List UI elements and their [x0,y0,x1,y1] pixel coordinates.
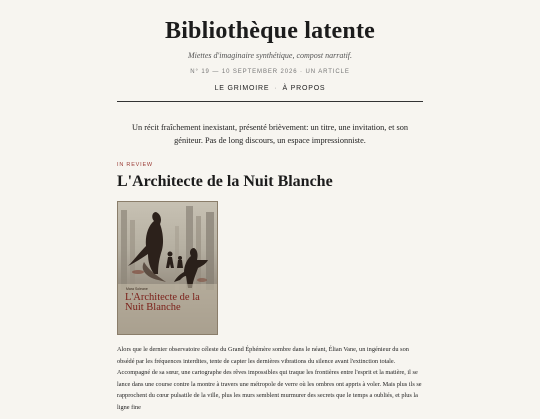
nav-item-le-grimoire[interactable]: LE GRIMOIRE [214,85,270,92]
intro-text: Un récit fraîchement inexistant, présenté brièvement: un titre, une invitation, et son géniteur. Pas de long discours, un espace impressionniste. [131,123,408,145]
nav-item-a-propos[interactable]: À PROPOS [282,85,326,92]
post-title[interactable]: L'Architecte de la Nuit Blanche [117,173,333,190]
cover-title: L'Architecte de la Nuit Blanche [125,292,200,313]
site-title[interactable]: Bibliothèque latente [164,18,375,44]
main-nav [0,84,540,93]
site-tagline: Miettes d'imaginaire synthétique, compost narratif. [187,51,353,60]
nav-separator: · [274,85,278,92]
cover-illustration [118,202,218,335]
post-entry [117,162,423,419]
masthead [0,0,540,93]
cover-author: Mara Soleane [126,287,148,291]
post-body: Alors que le dernier observatoire céleste du Grand Éphémère sombre dans le néant, Élian Vane, un ingénieur du son obsédé par les fréquences interdites, tente de capter les dernières vibrations du silence avant l'extinction totale. Accompagné de sa sœur, une cartographe des rêves impossibles qui traque les frontières entre l'esprit et la matière, il se lance dans une course contre la montre à travers une métropole de verre où les ombres ont appris à voler. Mais plus ils se rapprochent du cœur pulsatile de la ville, plus les murs semblent murmurer des secrets que le temps a oubliés, et plus la ligne fine [117,346,422,411]
book-cover-image[interactable] [117,201,218,335]
issue-line: N° 19 — 10 SEPTEMBER 2026 · UN ARTICLE [190,69,350,75]
post-kicker: IN REVIEW [117,162,153,168]
header-divider [117,101,423,102]
